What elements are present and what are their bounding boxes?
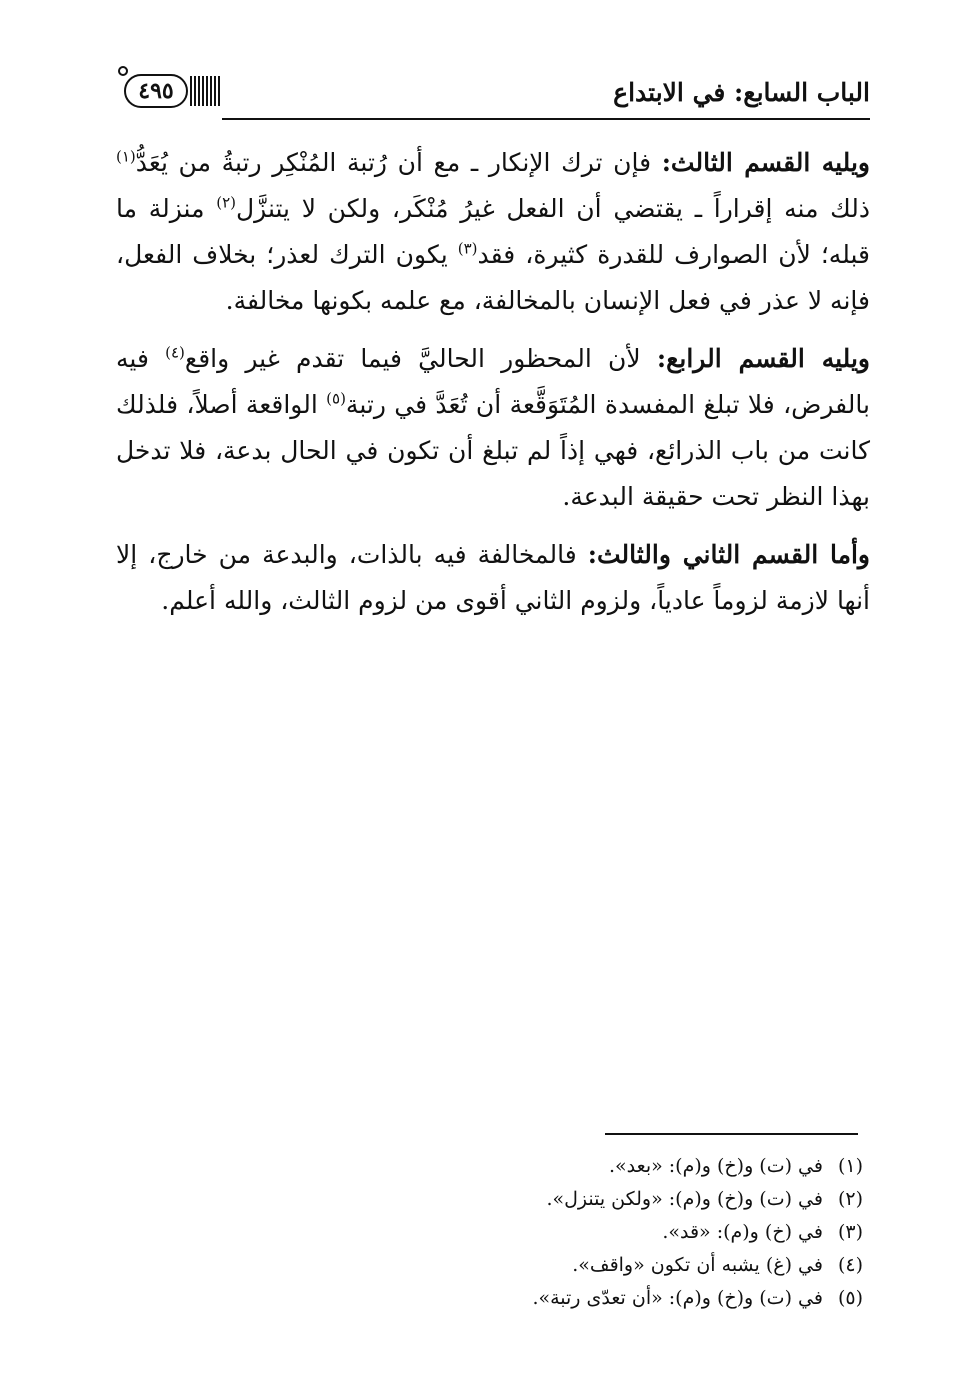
main-text [116, 140, 870, 636]
paragraph-text: منزلة ما قبله؛ لأن الصوارف للقدرة كثيرة، فقد [116, 194, 870, 269]
paragraph-text: لأن المحظور الحاليَّ فيما تقدم غير واقع [184, 344, 657, 373]
footnote [203, 1150, 863, 1183]
ornament-bars-icon [190, 76, 220, 106]
footnote-text: في (ت) و(خ) و(م): «بعد». [609, 1155, 823, 1177]
ornament-ring-icon [118, 66, 128, 76]
chapter-title: الباب السابع: في الابتداع [613, 78, 870, 107]
footnote-text: في (خ) و(م): «قد». [662, 1221, 823, 1243]
footnote-number: (٣) [837, 1221, 863, 1243]
footnote-ref: (٣) [457, 239, 478, 258]
footnote-ref: (٢) [216, 193, 236, 212]
paragraph-section-4 [116, 336, 870, 520]
footnote-ref: (٥) [326, 389, 346, 408]
paragraph-text: فالمخالفة فيه بالذات، والبدعة من خارج، إلا أنها لازمة لزوماً عادياً، ولزوم الثاني أقوى من لزوم الثالث، والله أعلم. [116, 540, 870, 615]
footnote-text: في (ت) و(خ) و(م): «ولكن يتنزل». [546, 1188, 823, 1210]
footnote-text: في (ت) و(خ) و(م): «أن تعدّى رتبة». [532, 1287, 823, 1309]
footnote [203, 1183, 863, 1216]
paragraph-heading: ويليه القسم الثالث: [661, 148, 870, 177]
footnote-number: (١) [837, 1155, 863, 1177]
footnote [203, 1249, 863, 1282]
paragraph-section-3 [116, 140, 870, 324]
footnote-number: (٥) [837, 1287, 863, 1309]
page-number-box [118, 66, 222, 114]
footnote-number: (٤) [837, 1254, 863, 1276]
paragraph-text: الواقعة أصلاً، فلذلك كانت من باب الذرائع، فهي إذاً لم تبلغ أن تكون في الحال بدعة، فلا تدخل بهذا النظر تحت حقيقة البدعة. [116, 390, 870, 511]
paragraph-text: فيه بالفرض، فلا تبلغ المفسدة المُتَوَقَّعة أن تُعَدَّ في رتبة [116, 344, 871, 419]
footnote-separator [605, 1133, 858, 1135]
footnotes [203, 1150, 863, 1315]
footnote-ref: (٤) [165, 343, 185, 362]
footnote [203, 1216, 863, 1249]
header-rule [222, 118, 870, 120]
paragraph-text: ذلك منه إقراراً ـ يقتضي أن الفعل غيرُ مُنْكَر، ولكن لا يتنزَّل [235, 194, 871, 223]
footnote-number: (٢) [837, 1188, 863, 1210]
footnote-text: في (غ) يشبه أن تكون «واقف». [572, 1254, 823, 1276]
page-header [118, 58, 870, 124]
paragraph-text: فإن ترك الإنكار ـ مع أن رُتبة المُنْكِر رتبةُ من يُعَدُّ [135, 148, 662, 177]
paragraph-sections-2-3 [116, 532, 870, 624]
page-number: ٤٩٥ [124, 74, 188, 108]
paragraph-heading: ويليه القسم الرابع: [656, 344, 870, 373]
footnote-ref: (١) [116, 147, 136, 166]
paragraph-text: يكون الترك لعذر؛ بخلاف الفعل، فإنه لا عذر في فعل الإنسان بالمخالفة، مع علمه بكونها مخالفة. [116, 240, 870, 315]
footnote [203, 1282, 863, 1315]
paragraph-heading: وأما القسم الثاني والثالث: [587, 540, 870, 569]
